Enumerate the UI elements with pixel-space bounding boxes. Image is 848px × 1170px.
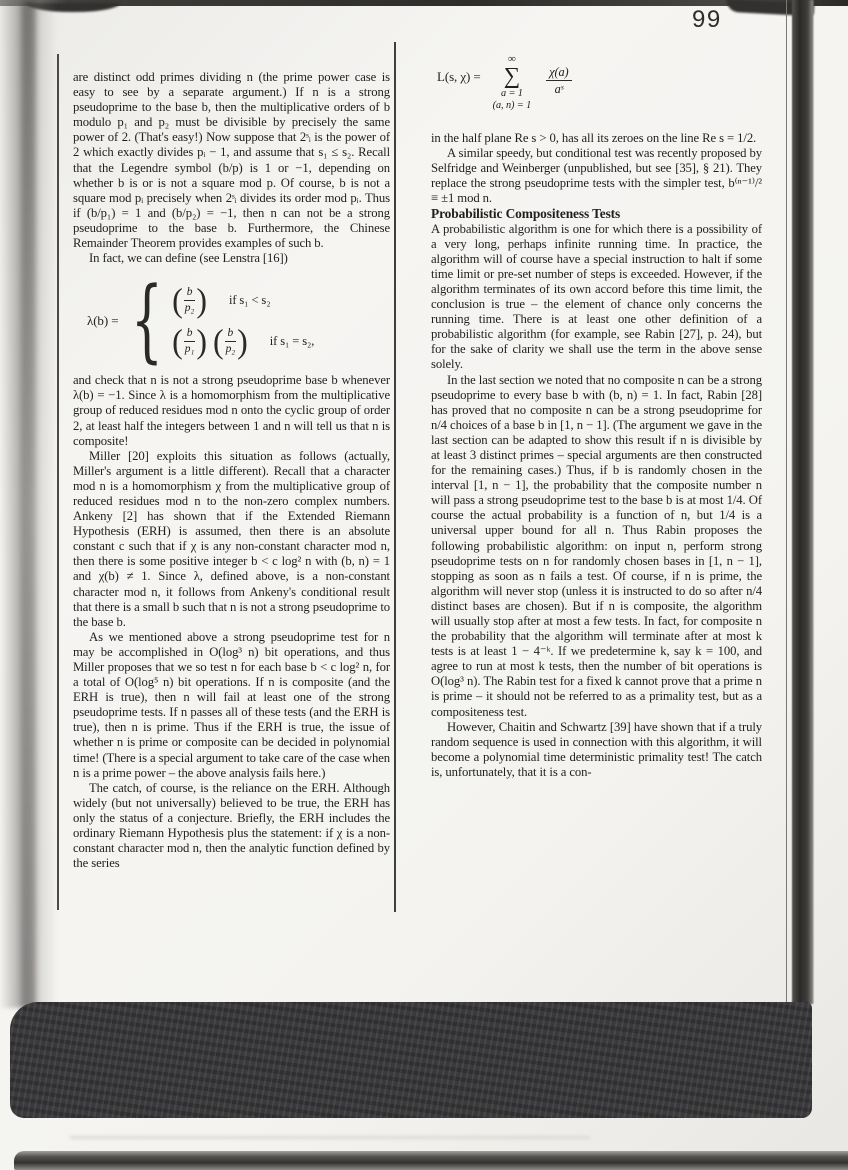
- formula-lhs: L(s, χ) =: [437, 69, 481, 84]
- legendre-symbol: ( $\frac{b}{\text{p₁}}$ ): [172, 322, 207, 361]
- body-paragraph: In the last section we noted that no composite n can be a strong pseudoprime to every base b with (b, n) = 1. In fact, Rabin [28] has proved that no composite n can be a strong pseudoprime for n/4 choices of a base b in [1, n − 1]. (The argument we gave in the last section can be adapted to show this result if n is divisible by at least 3 distinct primes – special arguments are then constructed for the remaining cases.) Thus, if b is randomly chosen in the interval [1, n − 1], the probability that the composite number n will pass a strong pseudoprime test to the base b is at most 1/4. Of course the actual probability is a function of n, but 1/4 is a universal upper bound for all n. Thus Rabin proposes the following probabilistic algorithm: on input n, perform strong pseudoprime tests on n for randomly chosen bases in [1, n − 1], stopping as soon as n fails a test. Of course, if n is prime, the algorithm will never stop (unless it is instructed to do so after n/4 distinct bases are chosen). But if n is composite, the algorithm will usually stop after at most a few tests. In fact, for composite n the probability that the algorithm will terminate after at most k tests is at least 1 − 4⁻ᵏ. If we predetermine k, say k = 100, and agree to run at most k tests, then the number of bit operations is O(log³ n). The Rabin test for a fixed k cannot prove that a prime n is prime – it should not be referred to as a primality test, but as a compositeness test.: [431, 372, 762, 719]
- body-paragraph: and check that n is not a strong pseudoprime base b whenever λ(b) = −1. Since λ is a homomorphism from the multiplicative group of reduced residues mod n onto the cyclic group of order 2, at least half the integers between 1 and n will tell us that n is composite!: [73, 373, 390, 448]
- column-divider-rule: [394, 42, 396, 912]
- bottom-scan-band: [10, 1002, 812, 1118]
- legendre-symbol: ( $\frac{b}{\text{p₂}}$ ): [172, 281, 207, 320]
- formula-cases: [172, 281, 315, 361]
- lambda-definition-formula: [87, 267, 390, 373]
- body-paragraph: The catch, of course, is the reliance on the ERH. Although widely (but not universally) believed to be true, the ERH has only the status of a conjecture. Briefly, the ERH includes the ordinary Riemann Hypothesis plus the statement: if χ is a non-constant character mod n, then the analytic function defined by the series: [73, 780, 390, 871]
- case-condition: if s₁ = s₂,: [269, 333, 315, 348]
- cases-brace: {: [131, 267, 164, 373]
- body-paragraph: In fact, we can define (see Lenstra [16]): [89, 251, 288, 266]
- body-paragraph: Miller [20] exploits this situation as follows (actually, Miller's argument is a little different). Recall that a character mod n is a homomorphism χ from the multiplicative group of reduced residues mod n to the non-zero complex numbers. Ankeny [2] has shown that if the Extended Riemann Hypothesis (ERH) is assumed, then there is an absolute constant c such that if χ is any non-constant character mod n, then there is some positive integer b < c log² n with (b, n) = 1 and χ(b) ≠ 1. Since λ, defined above, is a non-constant character mod n, it follows from Ankeny's conditional result that there is a small b such that n is not a strong pseudoprime to the base b.: [73, 448, 390, 629]
- body-paragraph: However, Chaitin and Schwartz [39] have shown that if a truly random sequence is used in connection with this algorithm, it will become a polynomial time deterministic primality test! The catch is, unfortunately, that it is a con-: [431, 719, 762, 779]
- legendre-symbol: ( $\frac{b}{\text{p₂}}$ ): [212, 322, 248, 361]
- body-paragraph: in the half plane Re s > 0, has all its zeroes on the line Re s = 1/2.: [431, 131, 757, 145]
- body-paragraph: As we mentioned above a strong pseudoprime test for n may be accomplished in O(log³ n) bit operations, and thus Miller proposes that we so test n for each base b < c log² n, for a total of O(log⁵ n) bit operations. If n is composite (and the ERH is true), then n will fail at least one of the strong pseudoprime tests. If n passes all of these tests (and the ERH is true), then n is prime. Thus if the ERH is true, the issue of whether n is prime or composite can be decided in polynomial time! (There is a special argument to take care of the case when n is a prime power – the above analysis fails here.): [73, 629, 390, 780]
- l-series-formula: [437, 54, 762, 111]
- formula-case-1: [172, 281, 314, 320]
- summation-symbol: ∞ ∑ a = 1 (a, n) = 1: [492, 53, 532, 111]
- right-margin-rule: [786, 0, 787, 1002]
- page-right-edge-band: [792, 0, 814, 1004]
- right-column: [431, 46, 762, 780]
- body-paragraph: A probabilistic algorithm is one for which there is a possibility of a very long, perhaps infinite running time. In practice, the algorithm will of course have a special instruction to halt if some time limit or pre-set number of steps is exceeded. However, if the algorithm terminates of its own accord before this time limit, the conclusion is true – the element of chance only concerns the running time. There is at least one other definition of a probabilistic algorithm (for example, see Rabin [27], p. 24), but for the sake of clarity we shall use the term in the above sense solely.: [431, 221, 762, 372]
- body-paragraph: A similar speedy, but conditional test was recently proposed by Selfridge and Weinberger (unpublished, but see [35], § 21). They replace the strong pseudoprime tests with the simpler test, b⁽ⁿ⁻¹⁾/² ≡ ±1 mod n.: [431, 146, 762, 206]
- body-paragraph: are distinct odd primes dividing n (the prime power case is easy to see by a separate argument.) If n is a strong pseudoprime to the base b, then the multiplicative orders of b modulo p₁ and p₂ must be divisible by precisely the same power of 2. (That's easy!) Now suppose that 2ˢᵢ is the power of 2 which exactly divides pᵢ − 1, and assume that s₁ ≤ s₂. Recall that the Legendre symbol (b/p) is 1 or −1, depending on whether b is or is not a square mod p. Of course, b is not a square mod pᵢ precisely when 2ˢᵢ divides its order mod pᵢ. Thus if (b/p₁) = 1 and (b/p₂) = −1, then n can not be a strong pseudoprime to the base b. Furthermore, the Chinese Remainder Theorem provides examples of such b.: [73, 70, 390, 251]
- case-condition: if s₁ < s₂: [228, 292, 271, 307]
- formula-case-2: [172, 322, 315, 361]
- bottom-smudge: [70, 1136, 590, 1139]
- bottom-page-edge-strip: [14, 1151, 848, 1170]
- left-margin-rule: [57, 54, 59, 910]
- formula-lhs: λ(b) =: [87, 313, 119, 329]
- page-number: 99: [692, 6, 722, 33]
- summand-fraction: $\frac{\chi(a)}{\text{aˢ}}$: [546, 65, 571, 96]
- section-heading: Probabilistic Compositeness Tests: [431, 206, 621, 222]
- binding-shadow-core: [22, 0, 36, 1008]
- left-column: [73, 46, 390, 871]
